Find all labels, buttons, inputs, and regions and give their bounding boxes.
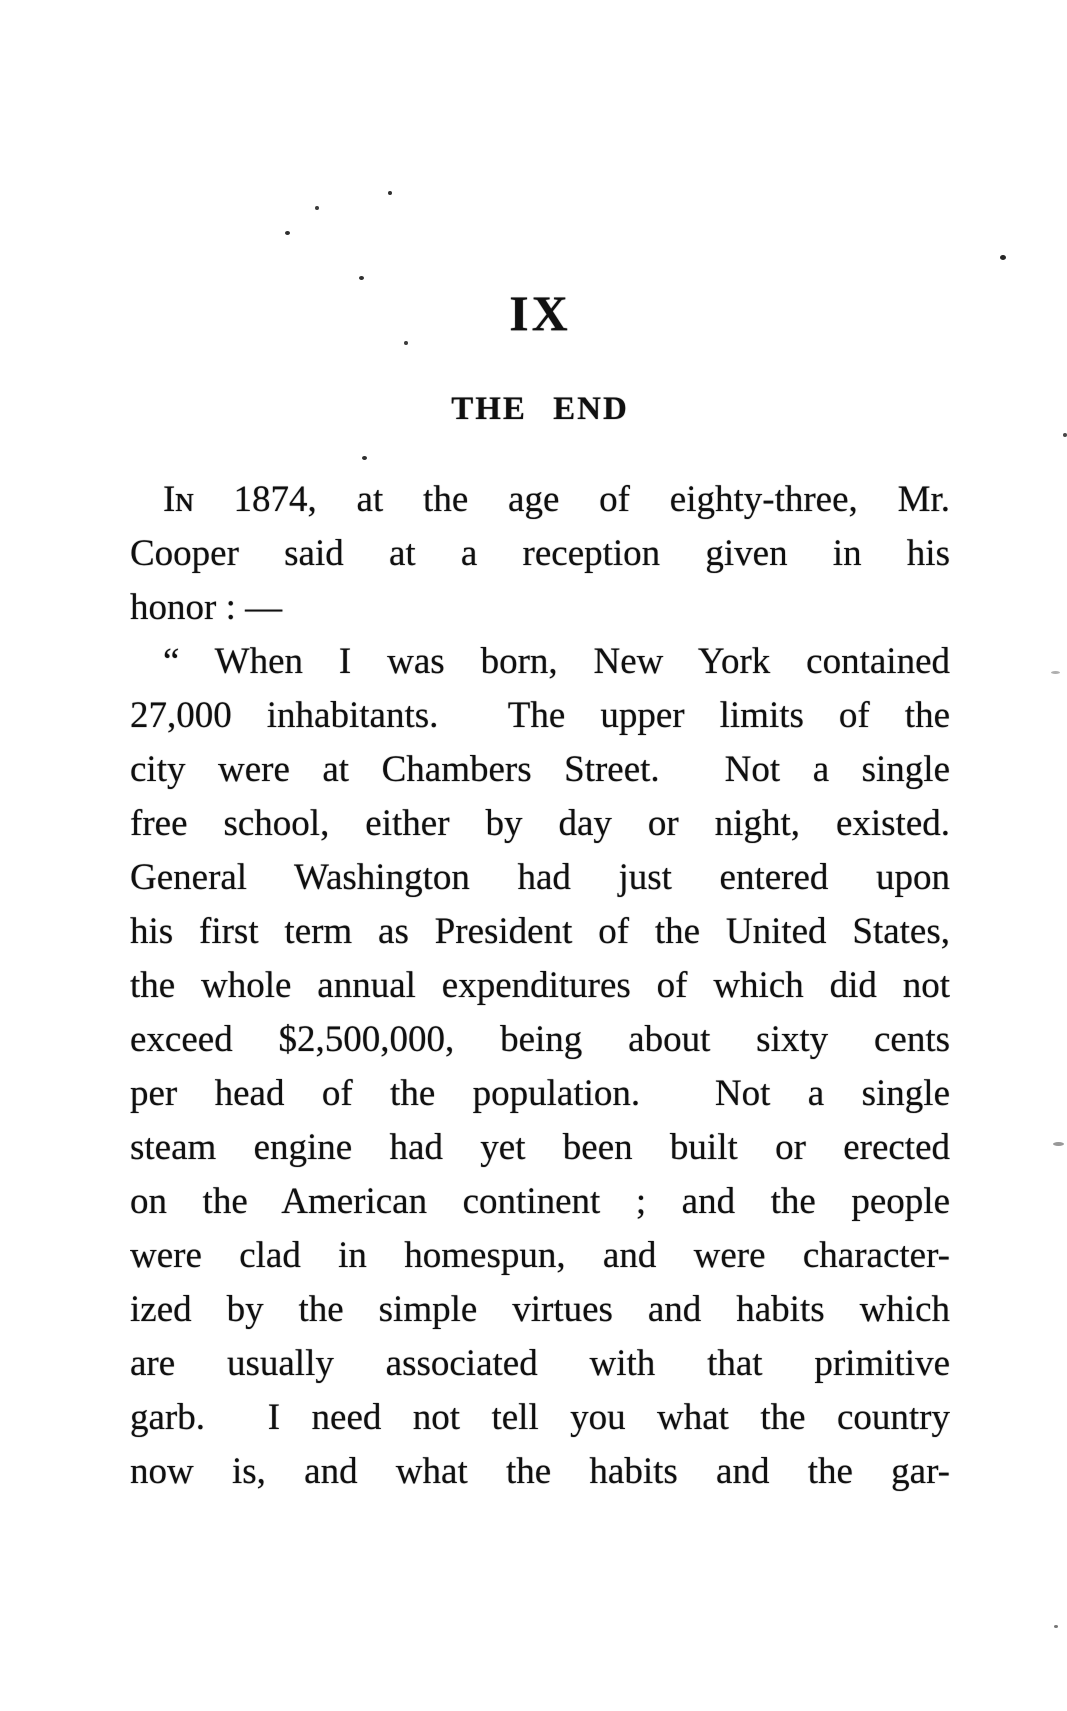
text-line-5: 27,000 inhabitants. The upper limits of the — [130, 695, 950, 736]
text-line-7: free school, either by day or night, existed. — [130, 803, 950, 844]
ink-speck — [315, 206, 319, 210]
text-line-1: Iɴ 1874, at the age of eighty-three, Mr. — [163, 479, 950, 520]
text-line-19: now is, and what the habits and the gar- — [130, 1451, 950, 1492]
ink-speck — [285, 231, 290, 235]
text-line-2: Cooper said at a reception given in his — [130, 533, 950, 574]
text-line-9: his first term as President of the United States, — [130, 911, 950, 952]
ink-speck — [1051, 671, 1060, 674]
text-line-12: per head of the population. Not a single — [130, 1073, 950, 1114]
text-line-13: steam engine had yet been built or erected — [130, 1127, 950, 1168]
text-line-15: were clad in homespun, and were character- — [130, 1235, 950, 1276]
text-line-11: exceed $2,500,000, being about sixty cents — [130, 1019, 950, 1060]
text-line-18: garb. I need not tell you what the country — [130, 1397, 950, 1438]
text-line-4: “ When I was born, New York contained — [163, 641, 950, 682]
ink-speck — [1000, 255, 1006, 260]
text-line-10: the whole annual expenditures of which did not — [130, 965, 950, 1006]
ink-speck — [362, 456, 367, 460]
body-text — [130, 473, 950, 1499]
ink-speck — [359, 276, 364, 280]
ink-speck — [1053, 1142, 1064, 1146]
text-line-3: honor : — — [130, 587, 283, 628]
text-line-16: ized by the simple virtues and habits which — [130, 1289, 950, 1330]
ink-speck — [404, 341, 408, 345]
text-line-6: city were at Chambers Street. Not a single — [130, 749, 950, 790]
text-line-17: are usually associated with that primitive — [130, 1343, 950, 1384]
ink-speck — [1054, 1625, 1058, 1628]
ink-speck — [388, 191, 392, 195]
text-line-14: on the American continent ; and the people — [130, 1181, 950, 1222]
text-line-8: General Washington had just entered upon — [130, 857, 950, 898]
ink-speck — [1063, 433, 1067, 437]
chapter-title: THE END — [451, 391, 629, 427]
chapter-number: IX — [509, 285, 571, 341]
